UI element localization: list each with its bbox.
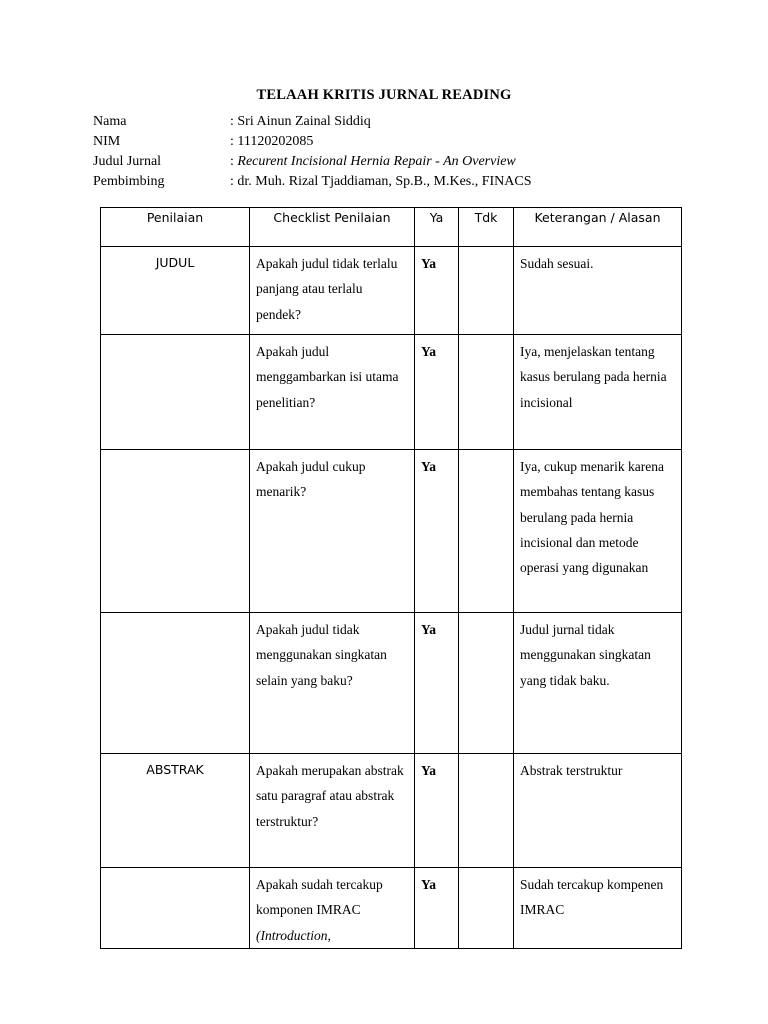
meta-value: : 11120202085 xyxy=(230,134,314,149)
tdk-cell xyxy=(459,868,513,872)
meta-row-pembimbing xyxy=(93,172,532,192)
question-cell: Apakah merupakan abstrak satu paragraf atau abstrak terstruktur? xyxy=(256,763,404,829)
criteria-cell: ABSTRAK xyxy=(146,762,204,777)
tdk-cell xyxy=(459,247,513,251)
question-cell: Apakah judul tidak menggunakan singkatan selain yang baku? xyxy=(256,622,387,688)
meta-value-wrapper xyxy=(230,152,516,172)
note-cell: Iya, menjelaskan tentang kasus berulang pada hernia incisional xyxy=(520,344,667,410)
document-title: TELAAH KRITIS JURNAL READING xyxy=(256,87,512,103)
evaluation-table xyxy=(100,207,682,949)
ya-cell: Ya xyxy=(421,622,437,637)
header-penilaian: Penilaian xyxy=(101,208,250,247)
table-row xyxy=(101,754,682,868)
question-cell: Apakah judul menggambarkan isi utama penelitian? xyxy=(256,344,399,410)
note-cell: Sudah tercakup kompenen IMRAC xyxy=(520,877,664,918)
table-row xyxy=(101,868,682,949)
header-checklist: Checklist Penilaian xyxy=(250,208,415,247)
meta-value: : Sri Ainun Zainal Siddiq xyxy=(230,114,371,129)
meta-row-nim xyxy=(93,132,532,152)
tdk-cell xyxy=(459,754,513,758)
table-row xyxy=(101,335,682,450)
meta-row-judul-jurnal xyxy=(93,152,532,172)
header-keterangan: Keterangan / Alasan xyxy=(514,208,682,247)
criteria-cell xyxy=(101,613,249,616)
table-row xyxy=(101,613,682,754)
question-cell-wrapper xyxy=(250,868,414,948)
note-cell: Sudah sesuai. xyxy=(520,256,594,271)
question-cell: Apakah judul tidak terlalu panjang atau terlalu pendek? xyxy=(256,256,398,322)
header-tdk: Tdk xyxy=(459,208,514,247)
criteria-cell xyxy=(101,868,249,871)
journal-title: Recurent Incisional Hernia Repair - An Overview xyxy=(237,154,516,169)
ya-cell: Ya xyxy=(421,459,437,474)
criteria-cell xyxy=(101,450,249,453)
meta-label: Nama xyxy=(93,114,127,129)
header-ya: Ya xyxy=(415,208,459,247)
criteria-cell: JUDUL xyxy=(155,255,195,270)
tdk-cell xyxy=(459,450,513,454)
ya-cell: Ya xyxy=(421,763,437,778)
question-cell: Apakah judul cukup menarik? xyxy=(256,459,366,500)
table-row xyxy=(101,247,682,335)
table-header-row xyxy=(101,208,682,247)
meta-label: Judul Jurnal xyxy=(93,154,162,169)
meta-label: Pembimbing xyxy=(93,174,165,189)
document-meta xyxy=(93,112,532,192)
question-tail: (Introduction, xyxy=(256,927,331,943)
ya-cell: Ya xyxy=(421,256,437,271)
ya-cell: Ya xyxy=(421,877,437,892)
meta-prefix: : xyxy=(230,154,238,169)
criteria-cell xyxy=(101,335,249,338)
meta-row-nama xyxy=(93,112,532,132)
ya-cell: Ya xyxy=(421,344,437,359)
question-text: Apakah sudah tercakup komponen IMRAC xyxy=(256,877,383,918)
meta-value: : dr. Muh. Rizal Tjaddiaman, Sp.B., M.Kes., FINACS xyxy=(230,174,532,189)
meta-label: NIM xyxy=(93,134,121,149)
tdk-cell xyxy=(459,335,513,339)
note-cell: Iya, cukup menarik karena membahas tentang kasus berulang pada hernia incisional dan metode operasi yang digunakan xyxy=(520,459,664,576)
tdk-cell xyxy=(459,613,513,617)
table-row xyxy=(101,450,682,613)
note-cell: Judul jurnal tidak menggunakan singkatan yang tidak baku. xyxy=(520,622,651,688)
note-cell: Abstrak terstruktur xyxy=(520,763,623,778)
